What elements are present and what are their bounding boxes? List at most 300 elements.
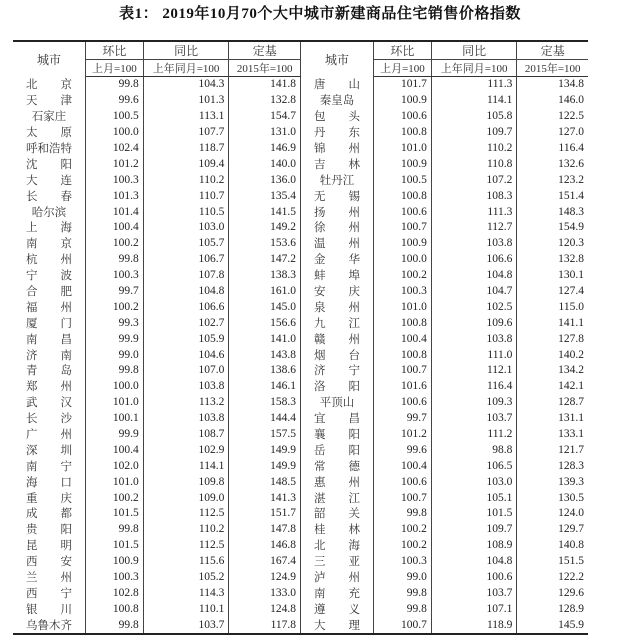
yoy-value-left: 105.2 <box>143 570 229 586</box>
mom-value-right: 100.8 <box>374 125 432 141</box>
city-name-right: 牡丹江 <box>301 172 374 188</box>
fixed-value-right: 142.1 <box>558 380 584 393</box>
yoy-value-right: 104.8 <box>431 268 517 284</box>
yoy-value-left: 118.7 <box>143 141 229 157</box>
yoy-value-right: 112.7 <box>431 220 517 236</box>
fixed-value-right: 140.8 <box>558 539 584 552</box>
yoy-value-right: 103.8 <box>431 236 517 252</box>
yoy-value-left: 107.8 <box>143 268 229 284</box>
mom-value-right: 100.9 <box>374 93 432 109</box>
city-name-left: 深 圳 <box>13 442 86 458</box>
city-name-left: 哈尔滨 <box>13 204 86 220</box>
yoy-value-right: 110.8 <box>431 156 517 172</box>
mom-value-left: 99.0 <box>86 347 144 363</box>
city-name-right: 宜 昌 <box>301 411 374 427</box>
mom-value-right: 100.6 <box>374 395 432 411</box>
city-name-right: 北 海 <box>301 538 374 554</box>
mom-value-right: 99.8 <box>374 586 432 602</box>
table-row <box>13 284 588 300</box>
mom-value-right: 100.3 <box>374 284 432 300</box>
city-name-left: 成 都 <box>13 506 86 522</box>
yoy-value-right: 109.6 <box>431 315 517 331</box>
city-name-right: 岳 阳 <box>301 442 374 458</box>
mom-value-right: 100.9 <box>374 236 432 252</box>
fixed-value-left: 141.0 <box>229 331 301 347</box>
city-name-left: 合 肥 <box>13 284 86 300</box>
mom-value-left: 99.8 <box>86 522 144 538</box>
table-row <box>13 188 588 204</box>
city-name-left: 天 津 <box>13 93 86 109</box>
city-name-left: 石家庄 <box>13 109 86 125</box>
col-header-fixed-right: 定基 <box>517 41 588 60</box>
fixed-value-left: 154.7 <box>229 109 301 125</box>
fixed-value-left: 136.0 <box>229 172 301 188</box>
yoy-value-left: 103.7 <box>143 617 229 634</box>
table-row <box>13 125 588 141</box>
yoy-value-left: 105.7 <box>143 236 229 252</box>
mom-value-left: 100.3 <box>86 570 144 586</box>
mom-value-left: 99.7 <box>86 284 144 300</box>
fixed-value-right: 154.9 <box>558 221 584 234</box>
city-name-right: 湛 江 <box>301 490 374 506</box>
table-row <box>13 109 588 125</box>
fixed-value-left: 124.8 <box>229 601 301 617</box>
col-base-mom-left: 上月=100 <box>86 60 144 77</box>
city-name-right: 金 华 <box>301 252 374 268</box>
city-name-left: 长 沙 <box>13 411 86 427</box>
mom-value-right: 100.7 <box>374 617 432 634</box>
mom-value-right: 100.4 <box>374 458 432 474</box>
table-row <box>13 554 588 570</box>
fixed-value-right: 151.5 <box>558 555 584 568</box>
fixed-value-left: 135.4 <box>229 188 301 204</box>
yoy-value-right: 108.9 <box>431 538 517 554</box>
col-base-fixed-right: 2015年=100 <box>517 60 588 77</box>
yoy-value-left: 106.7 <box>143 252 229 268</box>
mom-value-right: 100.2 <box>374 522 432 538</box>
mom-value-left: 101.3 <box>86 188 144 204</box>
yoy-value-right: 105.8 <box>431 109 517 125</box>
table-row <box>13 77 588 93</box>
mom-value-right: 100.6 <box>374 109 432 125</box>
mom-value-right: 100.2 <box>374 538 432 554</box>
city-name-right: 温 州 <box>301 236 374 252</box>
table-row <box>13 506 588 522</box>
mom-value-right: 99.8 <box>374 601 432 617</box>
fixed-value-left: 153.6 <box>229 236 301 252</box>
city-name-right: 无 锡 <box>301 188 374 204</box>
col-header-yoy-right: 同比 <box>431 41 517 60</box>
yoy-value-left: 105.9 <box>143 331 229 347</box>
fixed-value-right: 120.3 <box>558 237 584 250</box>
mom-value-left: 101.0 <box>86 474 144 490</box>
mom-value-right: 100.6 <box>374 204 432 220</box>
fixed-value-left: 124.9 <box>229 570 301 586</box>
col-base-yoy-left: 上年同月=100 <box>143 60 229 77</box>
city-name-right: 遵 义 <box>301 601 374 617</box>
city-name-right: 南 充 <box>301 586 374 602</box>
col-header-city-right: 城市 <box>301 41 374 77</box>
yoy-value-right: 98.8 <box>431 442 517 458</box>
col-base-fixed-left: 2015年=100 <box>229 60 301 77</box>
fixed-value-left: 141.5 <box>229 204 301 220</box>
yoy-value-right: 108.3 <box>431 188 517 204</box>
city-name-left: 贵 阳 <box>13 522 86 538</box>
city-name-right: 泸 州 <box>301 570 374 586</box>
yoy-value-left: 110.1 <box>143 601 229 617</box>
city-name-left: 兰 州 <box>13 570 86 586</box>
yoy-value-left: 104.8 <box>143 284 229 300</box>
table-row <box>13 347 588 363</box>
fixed-value-right: 127.0 <box>558 126 584 139</box>
mom-value-right: 100.6 <box>374 474 432 490</box>
mom-value-left: 102.8 <box>86 586 144 602</box>
col-header-yoy-left: 同比 <box>143 41 229 60</box>
price-index-table <box>13 40 588 635</box>
city-name-right: 泉 州 <box>301 299 374 315</box>
mom-value-left: 100.3 <box>86 268 144 284</box>
city-name-left: 南 京 <box>13 236 86 252</box>
city-name-left: 大 连 <box>13 172 86 188</box>
yoy-value-right: 103.7 <box>431 586 517 602</box>
city-name-left: 南 昌 <box>13 331 86 347</box>
col-header-mom-left: 环比 <box>86 41 144 60</box>
fixed-value-right: 127.4 <box>558 285 584 298</box>
mom-value-left: 100.9 <box>86 554 144 570</box>
yoy-value-right: 103.0 <box>431 474 517 490</box>
yoy-value-right: 104.8 <box>431 554 517 570</box>
mom-value-left: 100.4 <box>86 442 144 458</box>
city-name-right: 大 理 <box>301 617 374 634</box>
yoy-value-left: 107.7 <box>143 125 229 141</box>
city-name-right: 平顶山 <box>301 395 374 411</box>
mom-value-left: 99.8 <box>86 252 144 268</box>
fixed-value-right: 127.8 <box>558 332 584 345</box>
city-name-right: 烟 台 <box>301 347 374 363</box>
fixed-value-right: 130.5 <box>558 491 584 504</box>
yoy-value-left: 104.3 <box>143 77 229 93</box>
city-name-left: 海 口 <box>13 474 86 490</box>
mom-value-right: 100.5 <box>374 172 432 188</box>
yoy-value-left: 110.5 <box>143 204 229 220</box>
mom-value-left: 99.8 <box>86 77 144 93</box>
city-name-right: 洛 阳 <box>301 379 374 395</box>
city-name-left: 济 南 <box>13 347 86 363</box>
yoy-value-left: 101.3 <box>143 93 229 109</box>
city-name-left: 沈 阳 <box>13 156 86 172</box>
mom-value-right: 100.3 <box>374 554 432 570</box>
fixed-value-left: 143.8 <box>229 347 301 363</box>
mom-value-right: 100.9 <box>374 156 432 172</box>
mom-value-left: 102.4 <box>86 141 144 157</box>
fixed-value-right: 140.2 <box>558 348 584 361</box>
mom-value-left: 101.0 <box>86 395 144 411</box>
fixed-value-left: 145.0 <box>229 299 301 315</box>
fixed-value-left: 146.1 <box>229 379 301 395</box>
table-row <box>13 141 588 157</box>
fixed-value-right: 122.5 <box>558 110 584 123</box>
table-row <box>13 379 588 395</box>
yoy-value-left: 104.6 <box>143 347 229 363</box>
table-row <box>13 268 588 284</box>
table-row <box>13 601 588 617</box>
city-name-right: 济 宁 <box>301 363 374 379</box>
city-name-right: 扬 州 <box>301 204 374 220</box>
col-header-fixed-left: 定基 <box>229 41 301 60</box>
yoy-value-left: 109.4 <box>143 156 229 172</box>
table-title: 表1： 2019年10月70个大中城市新建商品住宅销售价格指数 <box>119 6 521 22</box>
fixed-value-left: 158.3 <box>229 395 301 411</box>
mom-value-right: 100.8 <box>374 315 432 331</box>
fixed-value-right: 129.6 <box>558 586 584 599</box>
fixed-value-right: 132.8 <box>558 253 584 266</box>
mom-value-left: 99.9 <box>86 427 144 443</box>
city-name-left: 长 春 <box>13 188 86 204</box>
mom-value-right: 99.6 <box>374 442 432 458</box>
yoy-value-right: 111.2 <box>431 427 517 443</box>
fixed-value-left: 167.4 <box>229 554 301 570</box>
yoy-value-right: 107.1 <box>431 601 517 617</box>
mom-value-right: 101.2 <box>374 427 432 443</box>
yoy-value-right: 116.4 <box>431 379 517 395</box>
fixed-value-left: 148.5 <box>229 474 301 490</box>
fixed-value-left: 149.9 <box>229 458 301 474</box>
fixed-value-left: 149.9 <box>229 442 301 458</box>
table-row <box>13 172 588 188</box>
city-name-right: 惠 州 <box>301 474 374 490</box>
table-row <box>13 156 588 172</box>
city-name-left: 福 州 <box>13 299 86 315</box>
mom-value-left: 101.2 <box>86 156 144 172</box>
mom-value-left: 100.2 <box>86 236 144 252</box>
yoy-value-right: 107.2 <box>431 172 517 188</box>
yoy-value-left: 113.1 <box>143 109 229 125</box>
fixed-value-left: 117.8 <box>229 617 301 634</box>
table-row <box>13 442 588 458</box>
mom-value-right: 100.4 <box>374 331 432 347</box>
yoy-value-left: 102.7 <box>143 315 229 331</box>
table-row <box>13 236 588 252</box>
mom-value-left: 100.4 <box>86 220 144 236</box>
fixed-value-right: 146.0 <box>558 94 584 107</box>
fixed-value-left: 146.9 <box>229 141 301 157</box>
fixed-value-left: 144.4 <box>229 411 301 427</box>
city-name-right: 三 亚 <box>301 554 374 570</box>
yoy-value-right: 109.3 <box>431 395 517 411</box>
fixed-value-left: 138.3 <box>229 268 301 284</box>
yoy-value-left: 109.0 <box>143 490 229 506</box>
col-base-yoy-right: 上年同月=100 <box>431 60 517 77</box>
mom-value-left: 101.4 <box>86 204 144 220</box>
table-row <box>13 458 588 474</box>
header-row-groups <box>13 41 588 60</box>
city-name-right: 襄 阳 <box>301 427 374 443</box>
mom-value-left: 99.8 <box>86 617 144 634</box>
city-name-right: 赣 州 <box>301 331 374 347</box>
yoy-value-right: 111.0 <box>431 347 517 363</box>
table-row <box>13 204 588 220</box>
fixed-value-right: 121.7 <box>558 443 584 456</box>
yoy-value-right: 118.9 <box>431 617 517 634</box>
fixed-value-right: 128.9 <box>558 602 584 615</box>
mom-value-right: 100.0 <box>374 252 432 268</box>
table-body <box>13 77 588 635</box>
city-name-left: 宁 波 <box>13 268 86 284</box>
yoy-value-right: 101.5 <box>431 506 517 522</box>
table-row <box>13 474 588 490</box>
mom-value-right: 100.7 <box>374 490 432 506</box>
city-name-left: 昆 明 <box>13 538 86 554</box>
fixed-value-left: 138.6 <box>229 363 301 379</box>
mom-value-left: 99.9 <box>86 331 144 347</box>
city-name-right: 韶 关 <box>301 506 374 522</box>
fixed-value-left: 149.2 <box>229 220 301 236</box>
yoy-value-right: 102.5 <box>431 299 517 315</box>
yoy-value-left: 110.2 <box>143 172 229 188</box>
mom-value-right: 100.2 <box>374 268 432 284</box>
city-name-right: 桂 林 <box>301 522 374 538</box>
fixed-value-left: 157.5 <box>229 427 301 443</box>
mom-value-left: 102.0 <box>86 458 144 474</box>
yoy-value-right: 114.1 <box>431 93 517 109</box>
header-row-bases <box>13 60 588 77</box>
mom-value-right: 101.6 <box>374 379 432 395</box>
fixed-value-right: 151.4 <box>558 189 584 202</box>
yoy-value-left: 110.7 <box>143 188 229 204</box>
mom-value-right: 101.0 <box>374 299 432 315</box>
city-name-right: 丹 东 <box>301 125 374 141</box>
table-row <box>13 538 588 554</box>
col-header-city-left: 城市 <box>13 41 86 77</box>
mom-value-right: 99.0 <box>374 570 432 586</box>
fixed-value-left: 151.7 <box>229 506 301 522</box>
table-row <box>13 315 588 331</box>
city-name-left: 北 京 <box>13 77 86 93</box>
fixed-value-left: 147.8 <box>229 522 301 538</box>
city-name-right: 锦 州 <box>301 141 374 157</box>
fixed-value-right: 134.8 <box>558 78 584 91</box>
fixed-value-right: 134.2 <box>558 364 584 377</box>
table-row <box>13 522 588 538</box>
fixed-value-right: 116.4 <box>558 142 584 154</box>
yoy-value-right: 111.3 <box>431 204 517 220</box>
fixed-value-left: 141.3 <box>229 490 301 506</box>
mom-value-left: 100.2 <box>86 490 144 506</box>
table-row <box>13 411 588 427</box>
yoy-value-left: 103.0 <box>143 220 229 236</box>
fixed-value-right: 130.1 <box>558 269 584 282</box>
mom-value-left: 100.2 <box>86 299 144 315</box>
mom-value-right: 101.0 <box>374 141 432 157</box>
table-row <box>13 617 588 634</box>
yoy-value-left: 112.5 <box>143 538 229 554</box>
yoy-value-left: 106.6 <box>143 299 229 315</box>
city-name-left: 西 安 <box>13 554 86 570</box>
mom-value-left: 100.0 <box>86 125 144 141</box>
table-row <box>13 427 588 443</box>
fixed-value-right: 129.7 <box>558 523 584 536</box>
table-row <box>13 570 588 586</box>
yoy-value-right: 109.7 <box>431 125 517 141</box>
fixed-value-right: 124.0 <box>558 507 584 520</box>
city-name-right: 秦皇岛 <box>301 93 374 109</box>
mom-value-left: 100.0 <box>86 379 144 395</box>
fixed-value-left: 161.0 <box>229 284 301 300</box>
city-name-left: 西 宁 <box>13 586 86 602</box>
mom-value-left: 101.5 <box>86 538 144 554</box>
mom-value-left: 100.5 <box>86 109 144 125</box>
city-name-left: 厦 门 <box>13 315 86 331</box>
fixed-value-right: 133.1 <box>558 428 584 441</box>
yoy-value-right: 106.6 <box>431 252 517 268</box>
city-name-right: 安 庆 <box>301 284 374 300</box>
table-row <box>13 363 588 379</box>
city-name-right: 蚌 埠 <box>301 268 374 284</box>
fixed-value-left: 131.0 <box>229 125 301 141</box>
city-name-left: 武 汉 <box>13 395 86 411</box>
city-name-left: 南 宁 <box>13 458 86 474</box>
yoy-value-left: 103.8 <box>143 379 229 395</box>
yoy-value-left: 114.3 <box>143 586 229 602</box>
yoy-value-right: 112.1 <box>431 363 517 379</box>
fixed-value-right: 123.2 <box>558 173 584 186</box>
city-name-left: 杭 州 <box>13 252 86 268</box>
mom-value-left: 100.8 <box>86 601 144 617</box>
city-name-left: 乌鲁木齐 <box>13 617 86 634</box>
table-row <box>13 586 588 602</box>
table-row <box>13 395 588 411</box>
mom-value-right: 100.7 <box>374 363 432 379</box>
yoy-value-right: 111.3 <box>431 77 517 93</box>
mom-value-left: 99.3 <box>86 315 144 331</box>
city-name-right: 唐 山 <box>301 77 374 93</box>
fixed-value-right: 139.3 <box>558 475 584 488</box>
table-row <box>13 93 588 109</box>
city-name-right: 徐 州 <box>301 220 374 236</box>
yoy-value-right: 103.7 <box>431 411 517 427</box>
mom-value-right: 99.7 <box>374 411 432 427</box>
fixed-value-right: 145.9 <box>558 618 584 631</box>
yoy-value-right: 110.2 <box>431 141 517 157</box>
mom-value-right: 101.7 <box>374 77 432 93</box>
city-name-left: 上 海 <box>13 220 86 236</box>
city-name-left: 重 庆 <box>13 490 86 506</box>
fixed-value-left: 133.0 <box>229 586 301 602</box>
fixed-value-left: 132.8 <box>229 93 301 109</box>
yoy-value-left: 112.5 <box>143 506 229 522</box>
yoy-value-left: 107.0 <box>143 363 229 379</box>
fixed-value-right: 141.1 <box>558 316 584 329</box>
table-row <box>13 252 588 268</box>
city-name-left: 广 州 <box>13 427 86 443</box>
fixed-value-right: 122.2 <box>558 571 584 584</box>
yoy-value-right: 106.5 <box>431 458 517 474</box>
mom-value-left: 100.3 <box>86 172 144 188</box>
fixed-value-left: 147.2 <box>229 252 301 268</box>
col-header-mom-right: 环比 <box>374 41 432 60</box>
fixed-value-right: 131.1 <box>558 412 584 425</box>
city-name-right: 常 德 <box>301 458 374 474</box>
yoy-value-left: 114.1 <box>143 458 229 474</box>
mom-value-right: 100.8 <box>374 347 432 363</box>
yoy-value-left: 113.2 <box>143 395 229 411</box>
city-name-left: 太 原 <box>13 125 86 141</box>
yoy-value-left: 102.9 <box>143 442 229 458</box>
col-base-mom-right: 上月=100 <box>374 60 432 77</box>
yoy-value-right: 105.1 <box>431 490 517 506</box>
city-name-left: 银 川 <box>13 601 86 617</box>
fixed-value-left: 141.8 <box>229 77 301 93</box>
